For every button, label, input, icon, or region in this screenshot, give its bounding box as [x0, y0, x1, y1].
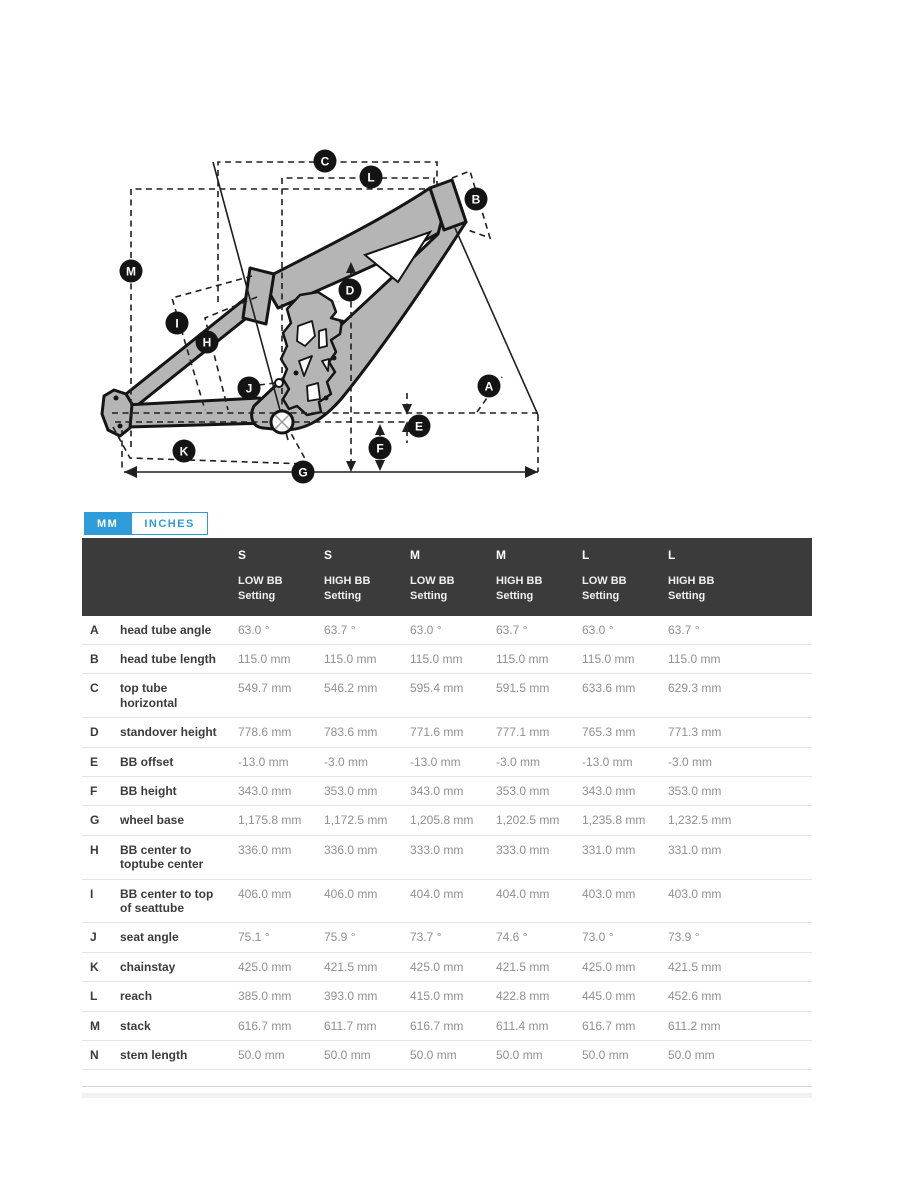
- row-value: 771.6 mm: [402, 718, 488, 747]
- table-row-g: [82, 806, 812, 835]
- row-value: 415.0 mm: [402, 982, 488, 1011]
- row-value: 421.5 mm: [316, 952, 402, 981]
- row-value: 50.0 mm: [660, 1040, 812, 1069]
- row-value: 1,235.8 mm: [574, 806, 660, 835]
- row-value: 336.0 mm: [316, 835, 402, 879]
- diagram-label-g: G: [292, 461, 315, 484]
- header-size-l-low: [574, 538, 660, 616]
- row-value: 50.0 mm: [316, 1040, 402, 1069]
- row-value: 616.7 mm: [402, 1011, 488, 1040]
- row-value: 63.0 °: [402, 616, 488, 645]
- size-label: L: [668, 548, 676, 562]
- row-letter: G: [82, 806, 112, 835]
- row-value: 403.0 mm: [660, 879, 812, 923]
- row-value: 74.6 °: [488, 923, 574, 952]
- row-value: 333.0 mm: [488, 835, 574, 879]
- row-value: 425.0 mm: [402, 952, 488, 981]
- row-value: 778.6 mm: [230, 718, 316, 747]
- row-value: 445.0 mm: [574, 982, 660, 1011]
- row-value: 1,172.5 mm: [316, 806, 402, 835]
- table-row-a: [82, 616, 812, 645]
- diagram-label-l: L: [360, 166, 383, 189]
- row-letter: E: [82, 747, 112, 776]
- row-value: 115.0 mm: [230, 645, 316, 674]
- row-label: BB center to toptube center: [112, 835, 230, 879]
- row-value: 595.4 mm: [402, 674, 488, 718]
- row-value: 393.0 mm: [316, 982, 402, 1011]
- row-value: 115.0 mm: [316, 645, 402, 674]
- row-label: top tube horizontal: [112, 674, 230, 718]
- diagram-label-d: D: [339, 279, 362, 302]
- row-value: 63.7 °: [488, 616, 574, 645]
- geometry-diagram: [100, 130, 560, 500]
- bb-setting-label: HIGH BB Setting: [668, 575, 715, 602]
- row-value: 115.0 mm: [574, 645, 660, 674]
- header-label-col: [112, 538, 230, 616]
- row-value: -13.0 mm: [230, 747, 316, 776]
- row-value: 63.0 °: [574, 616, 660, 645]
- header-size-m-low: [402, 538, 488, 616]
- row-value: 353.0 mm: [316, 777, 402, 806]
- row-value: -13.0 mm: [574, 747, 660, 776]
- row-value: 343.0 mm: [402, 777, 488, 806]
- row-value: 385.0 mm: [230, 982, 316, 1011]
- row-label: reach: [112, 982, 230, 1011]
- row-value: 1,232.5 mm: [660, 806, 812, 835]
- diagram-label-f: F: [369, 437, 392, 460]
- row-value: 63.0 °: [230, 616, 316, 645]
- row-value: 611.7 mm: [316, 1011, 402, 1040]
- row-value: 611.4 mm: [488, 1011, 574, 1040]
- bb-setting-label: HIGH BB Setting: [324, 575, 371, 602]
- row-value: 765.3 mm: [574, 718, 660, 747]
- row-letter: B: [82, 645, 112, 674]
- table-row-b: [82, 645, 812, 674]
- table-row-l: [82, 982, 812, 1011]
- row-value: 115.0 mm: [660, 645, 812, 674]
- row-value: 63.7 °: [316, 616, 402, 645]
- row-value: 404.0 mm: [488, 879, 574, 923]
- row-label: BB center to top of seattube: [112, 879, 230, 923]
- row-value: 406.0 mm: [316, 879, 402, 923]
- row-value: 343.0 mm: [230, 777, 316, 806]
- row-value: 50.0 mm: [402, 1040, 488, 1069]
- row-value: 50.0 mm: [574, 1040, 660, 1069]
- row-value: 50.0 mm: [230, 1040, 316, 1069]
- row-value: 777.1 mm: [488, 718, 574, 747]
- table-row-h: [82, 835, 812, 879]
- header-size-m-high: [488, 538, 574, 616]
- diagram-label-h: H: [196, 331, 219, 354]
- row-value: -3.0 mm: [488, 747, 574, 776]
- diagram-label-a: A: [478, 375, 501, 398]
- row-letter: D: [82, 718, 112, 747]
- row-value: 611.2 mm: [660, 1011, 812, 1040]
- row-letter: M: [82, 1011, 112, 1040]
- row-value: -3.0 mm: [316, 747, 402, 776]
- row-value: 1,175.8 mm: [230, 806, 316, 835]
- row-letter: L: [82, 982, 112, 1011]
- row-value: 425.0 mm: [574, 952, 660, 981]
- row-label: standover height: [112, 718, 230, 747]
- row-value: 546.2 mm: [316, 674, 402, 718]
- row-value: 336.0 mm: [230, 835, 316, 879]
- table-row-n: [82, 1040, 812, 1069]
- row-letter: C: [82, 674, 112, 718]
- row-value: 73.0 °: [574, 923, 660, 952]
- row-value: 1,205.8 mm: [402, 806, 488, 835]
- row-value: 331.0 mm: [660, 835, 812, 879]
- table-row-c: [82, 674, 812, 718]
- table-row-d: [82, 718, 812, 747]
- table-row-f: [82, 777, 812, 806]
- geometry-section: [82, 512, 812, 1098]
- row-label: BB offset: [112, 747, 230, 776]
- diagram-label-i: I: [166, 312, 189, 335]
- row-label: stem length: [112, 1040, 230, 1069]
- row-value: 50.0 mm: [488, 1040, 574, 1069]
- row-letter: N: [82, 1040, 112, 1069]
- row-label: chainstay: [112, 952, 230, 981]
- row-value: 771.3 mm: [660, 718, 812, 747]
- tab-mm[interactable]: MM: [84, 512, 131, 535]
- row-label: stack: [112, 1011, 230, 1040]
- diagram-label-e: E: [408, 415, 431, 438]
- row-value: 353.0 mm: [488, 777, 574, 806]
- row-value: 404.0 mm: [402, 879, 488, 923]
- row-value: -13.0 mm: [402, 747, 488, 776]
- row-value: 75.9 °: [316, 923, 402, 952]
- row-letter: F: [82, 777, 112, 806]
- size-label: M: [410, 548, 420, 562]
- table-row-m: [82, 1011, 812, 1040]
- row-value: 115.0 mm: [488, 645, 574, 674]
- bb-setting-label: LOW BB Setting: [238, 575, 283, 602]
- row-letter: H: [82, 835, 112, 879]
- row-value: 63.7 °: [660, 616, 812, 645]
- bb-setting-label: LOW BB Setting: [410, 575, 455, 602]
- row-value: 353.0 mm: [660, 777, 812, 806]
- row-value: 115.0 mm: [402, 645, 488, 674]
- table-row-i: [82, 879, 812, 923]
- tab-inches[interactable]: INCHES: [131, 512, 208, 535]
- row-value: 73.7 °: [402, 923, 488, 952]
- unit-tabs: [84, 512, 812, 535]
- diagram-label-c: C: [314, 150, 337, 173]
- row-label: head tube angle: [112, 616, 230, 645]
- row-label: seat angle: [112, 923, 230, 952]
- row-value: 422.8 mm: [488, 982, 574, 1011]
- row-value: 616.7 mm: [230, 1011, 316, 1040]
- header-size-l-high: [660, 538, 812, 616]
- diagram-label-k: K: [173, 440, 196, 463]
- row-letter: A: [82, 616, 112, 645]
- geometry-table: [82, 538, 812, 1070]
- row-value: 331.0 mm: [574, 835, 660, 879]
- row-value: 421.5 mm: [660, 952, 812, 981]
- bottom-divider: [82, 1093, 812, 1098]
- diagram-label-m: M: [120, 260, 143, 283]
- size-label: S: [324, 548, 333, 562]
- row-value: 75.1 °: [230, 923, 316, 952]
- table-row-j: [82, 923, 812, 952]
- header-size-s-high: [316, 538, 402, 616]
- row-value: 591.5 mm: [488, 674, 574, 718]
- row-label: head tube length: [112, 645, 230, 674]
- row-letter: K: [82, 952, 112, 981]
- row-value: -3.0 mm: [660, 747, 812, 776]
- row-letter: J: [82, 923, 112, 952]
- row-letter: I: [82, 879, 112, 923]
- header-size-s-low: [230, 538, 316, 616]
- row-value: 406.0 mm: [230, 879, 316, 923]
- row-value: 1,202.5 mm: [488, 806, 574, 835]
- bb-setting-label: LOW BB Setting: [582, 575, 627, 602]
- bb-setting-label: HIGH BB Setting: [496, 575, 543, 602]
- diagram-label-b: B: [465, 188, 488, 211]
- row-value: 343.0 mm: [574, 777, 660, 806]
- row-value: 633.6 mm: [574, 674, 660, 718]
- row-value: 333.0 mm: [402, 835, 488, 879]
- row-value: 421.5 mm: [488, 952, 574, 981]
- table-row-k: [82, 952, 812, 981]
- row-label: wheel base: [112, 806, 230, 835]
- row-label: BB height: [112, 777, 230, 806]
- row-value: 783.6 mm: [316, 718, 402, 747]
- size-label: S: [238, 548, 247, 562]
- row-value: 452.6 mm: [660, 982, 812, 1011]
- row-value: 403.0 mm: [574, 879, 660, 923]
- table-row-e: [82, 747, 812, 776]
- size-label: L: [582, 548, 590, 562]
- row-value: 616.7 mm: [574, 1011, 660, 1040]
- row-value: 629.3 mm: [660, 674, 812, 718]
- header-letter-col: [82, 538, 112, 616]
- row-value: 549.7 mm: [230, 674, 316, 718]
- row-value: 425.0 mm: [230, 952, 316, 981]
- geometry-table-wrap: [82, 538, 812, 1087]
- diagram-label-j: J: [238, 377, 261, 400]
- size-label: M: [496, 548, 506, 562]
- row-value: 73.9 °: [660, 923, 812, 952]
- seat-pivot: [275, 379, 283, 387]
